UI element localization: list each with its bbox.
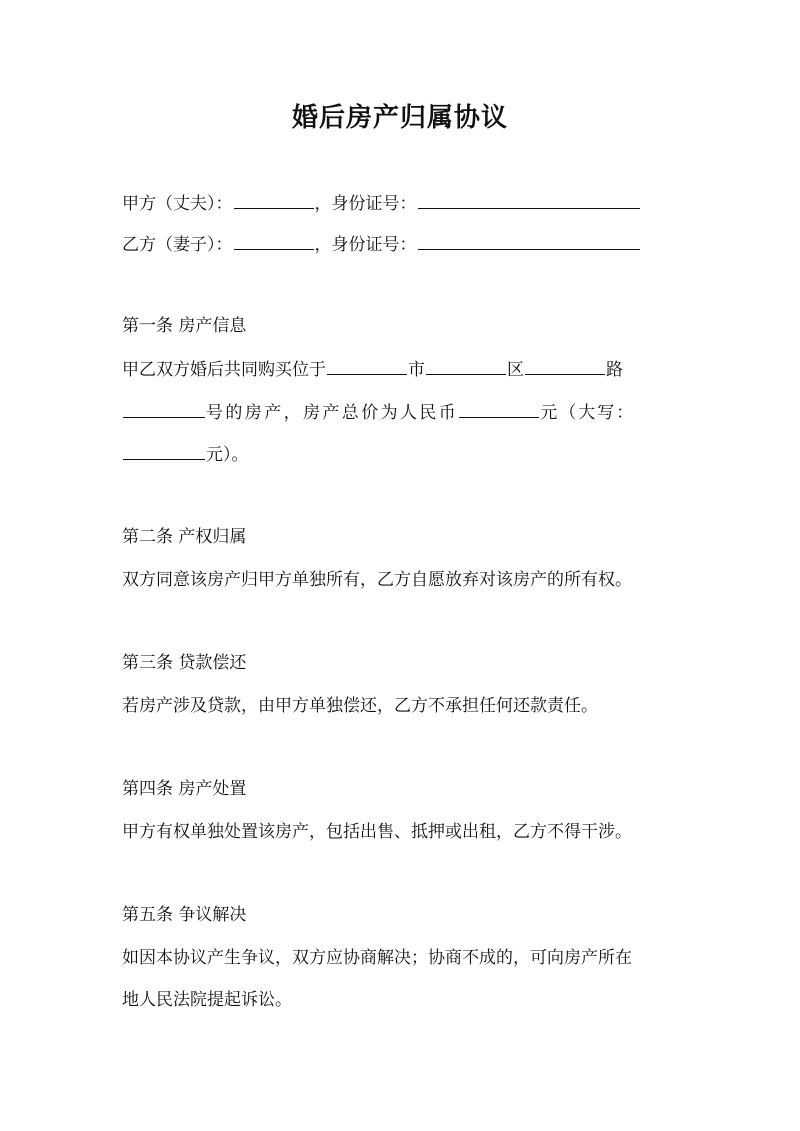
article-3-text: 若房产涉及贷款，由甲方单独偿还，乙方不承担任何还款责任。 (122, 696, 598, 716)
party-b-line (122, 229, 641, 260)
article-2-text: 双方同意该房产归甲方单独所有，乙方自愿放弃对该房产的所有权。 (122, 570, 632, 590)
party-a-id-label: ，身份证号： (314, 194, 417, 214)
party-b-name-blank[interactable] (234, 229, 314, 250)
district-blank[interactable] (426, 354, 506, 375)
article-5-text-2: 地人民法院提起诉讼。 (122, 990, 292, 1010)
price-end-text: 元）。 (206, 445, 249, 465)
city-label: 市 (408, 360, 425, 380)
article-3-heading: 第三条 贷款偿还 (122, 653, 247, 673)
article-1-line-3 (122, 439, 249, 470)
party-a-label: 甲方（丈夫）： (122, 194, 233, 214)
road-label: 路 (606, 360, 623, 380)
party-b-label: 乙方（妻子）： (122, 235, 233, 255)
article-5-heading: 第五条 争议解决 (122, 905, 247, 925)
article-1-text: 甲乙双方婚后共同购买位于 (122, 360, 326, 380)
article-1-line-2 (122, 397, 635, 428)
article-4-heading: 第四条 房产处置 (122, 779, 247, 799)
price-capital-blank[interactable] (123, 439, 205, 460)
article-2-heading: 第二条 产权归属 (122, 527, 247, 547)
road-blank[interactable] (525, 354, 605, 375)
party-b-id-blank[interactable] (418, 229, 640, 250)
article-4-text: 甲方有权单独处置该房产，包括出售、抵押或出租，乙方不得干涉。 (122, 822, 632, 842)
house-number-blank[interactable] (123, 397, 205, 418)
city-blank[interactable] (327, 354, 407, 375)
price-text: 号的房产，房产总价为人民币 (206, 403, 459, 423)
party-b-id-label: ，身份证号： (314, 235, 417, 255)
article-5-text-1: 如因本协议产生争议，双方应协商解决；协商不成的，可向房产所在 (122, 948, 632, 968)
price-blank[interactable] (459, 397, 539, 418)
capital-text: 元（大写： (540, 403, 636, 423)
party-a-id-blank[interactable] (418, 188, 640, 209)
party-a-line (122, 188, 641, 219)
district-label: 区 (507, 360, 524, 380)
party-a-name-blank[interactable] (234, 188, 314, 209)
article-1-heading: 第一条 房产信息 (122, 316, 247, 336)
document-title: 婚后房产归属协议 (291, 103, 508, 133)
article-1-line-1 (122, 354, 623, 385)
